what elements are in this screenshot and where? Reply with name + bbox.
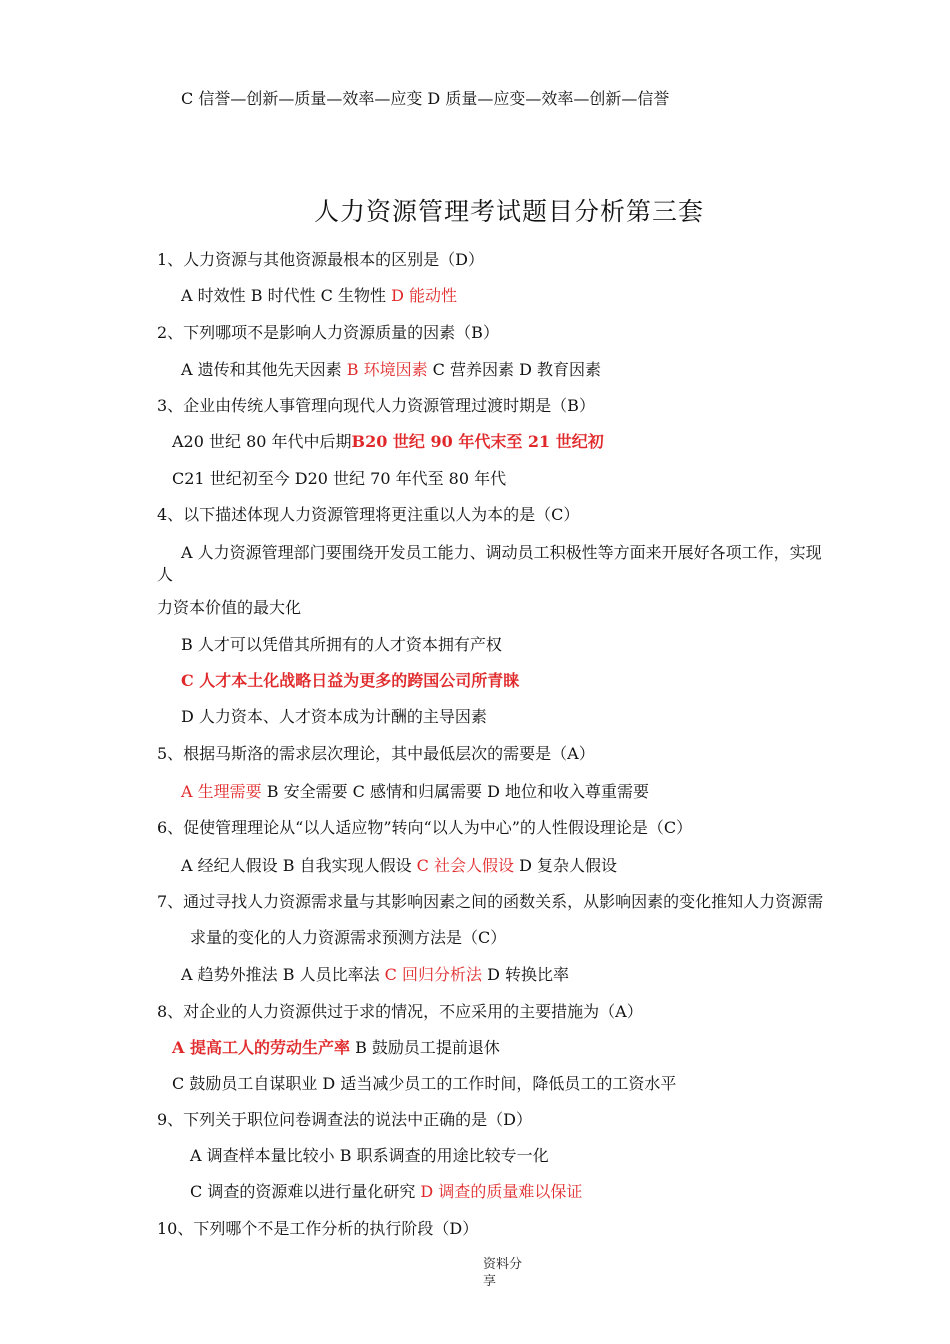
question-7-stem-line1: 7、通过寻找人力资源需求量与其影响因素之间的函数关系，从影响因素的变化推知人力资源需 [157,892,824,911]
question-4-stem: 4、以下描述体现人力资源管理将更注重以人为本的是（C） [157,505,580,524]
question-8-choice-b: B 鼓励员工提前退休 [350,1038,500,1057]
question-6-answer: C 社会人假设 [416,856,515,875]
question-5-answer: A 生理需要 [181,782,262,801]
question-1-options [181,285,457,307]
question-7-choices-ab: A 趋势外推法 B 人员比率法 [181,965,385,984]
question-5-stem: 5、根据马斯洛的需求层次理论，其中最低层次的需要是（A） [157,744,595,763]
question-6-stem: 6、促使管理理论从“以人适应物”转向“以人为中心”的人性假设理论是（C） [157,818,693,837]
question-7-choice-d: D 转换比率 [482,965,570,984]
question-4-answer: C 人才本土化战略日益为更多的跨国公司所青睐 [181,671,520,690]
question-5-choices-rest: B 安全需要 C 感情和归属需要 D 地位和收入尊重需要 [261,782,650,801]
question-4-choice-a-line2: 人 [157,565,174,584]
question-1-stem: 1、人力资源与其他资源最根本的区别是（D） [157,250,485,269]
question-8-stem: 8、对企业的人力资源供过于求的情况，不应采用的主要措施为（A） [157,1002,643,1021]
question-2-options [181,359,601,381]
top-options-line: C 信誉—创新—质量—效率—应变 D 质量—应变—效率—创新—信誉 [181,89,670,108]
question-4-choice-a-line1: A 人力资源管理部门要围绕开发员工能力、调动员工积极性等方面来开展好各项工作，实现 [181,543,822,562]
question-3-stem: 3、企业由传统人事管理向现代人力资源管理过渡时期是（B） [157,396,595,415]
question-4-choice-d: D 人力资本、人才资本成为计酬的主导因素 [181,707,487,726]
question-7-answer: C 回归分析法 [384,965,483,984]
question-7-options [181,964,569,986]
question-3-choice-a: A20 世纪 80 年代中后期 [172,432,352,451]
question-9-answer: D 调查的质量难以保证 [420,1182,583,1201]
question-2-answer: B 环境因素 [346,360,428,379]
question-4-choice-b: B 人才可以凭借其所拥有的人才资本拥有产权 [181,635,502,654]
question-8-answer: A 提高工人的劳动生产率 [172,1038,350,1057]
question-9-stem: 9、下列关于职位问卷调查法的说法中正确的是（D） [157,1110,533,1129]
question-6-choice-d: D 复杂人假设 [514,856,618,875]
question-7-stem-line2: 求量的变化的人力资源需求预测方法是（C） [190,928,507,947]
question-8-options-ab [172,1037,500,1059]
question-5-options [181,781,649,803]
question-2-choices-rest: C 营养因素 D 教育因素 [427,360,602,379]
page-title: 人力资源管理考试题目分析第三套 [313,197,704,226]
question-6-options [181,855,617,877]
question-2-choice-a: A 遗传和其他先天因素 [181,360,347,379]
question-3-options-ab [172,431,604,453]
question-9-options-cd [190,1181,582,1203]
page-footer: 资料分享 [483,1257,523,1289]
question-1-choices: A 时效性 B 时代性 C 生物性 [181,286,392,305]
question-9-choice-c: C 调查的资源难以进行量化研究 [190,1182,421,1201]
question-4-choice-a-line3: 力资本价值的最大化 [157,598,302,617]
question-6-choices-ab: A 经纪人假设 B 自我实现人假设 [181,856,417,875]
question-9-options-ab: A 调查样本量比较小 B 职系调查的用途比较专一化 [190,1146,549,1165]
question-2-stem: 2、下列哪项不是影响人力资源质量的因素（B） [157,323,499,342]
question-10-stem: 10、下列哪个不是工作分析的执行阶段（D） [157,1219,479,1238]
question-3-options-cd: C21 世纪初至今 D20 世纪 70 年代至 80 年代 [172,469,507,488]
question-3-answer: B20 世纪 90 年代末至 21 世纪初 [351,432,604,451]
question-8-options-cd: C 鼓励员工自谋职业 D 适当减少员工的工作时间，降低员工的工资水平 [172,1074,677,1093]
question-1-answer: D 能动性 [391,286,457,305]
